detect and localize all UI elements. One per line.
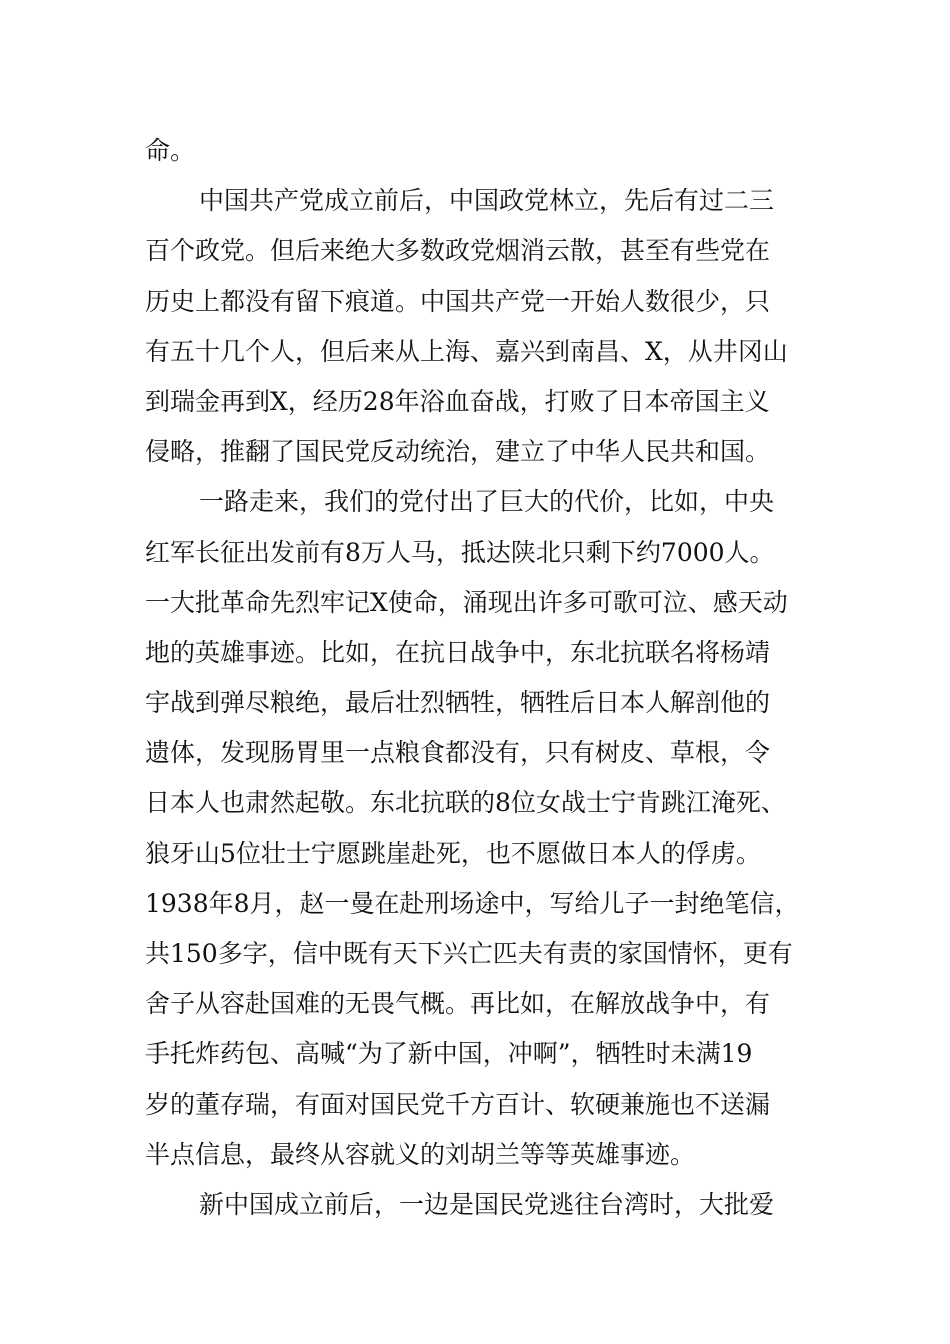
text-line: 遗体，发现肠胃里一点粮食都没有，只有树皮、草根，令: [145, 738, 771, 768]
text-line: 半点信息，最终从容就义的刘胡兰等等英雄事迹。: [145, 1139, 696, 1169]
text-line: 有五十几个人，但后来从上海、嘉兴到南昌、X，从井冈山: [145, 336, 788, 366]
text-line: 舍子从容赴国难的无畏气概。再比如，在解放战争中，有: [145, 989, 771, 1019]
text-line: 侵略，推翻了国民党反动统治，建立了中华人民共和国。: [145, 437, 771, 467]
text-line: 到瑞金再到X，经历28年浴血奋战，打败了日本帝国主义: [145, 386, 770, 416]
text-line: 历史上都没有留下痕道。中国共产党一开始人数很少，只: [145, 286, 771, 316]
paragraph-first-line: 一路走来，我们的党付出了巨大的代价，比如，中央: [199, 487, 775, 517]
text-line: 共150多字，信中既有天下兴亡匹夫有责的家国情怀，更有: [145, 939, 793, 968]
text-line: 百个政党。但后来绝大多数政党烟消云散，甚至有些党在: [145, 236, 771, 266]
text-line: 手托炸药包、高喊“为了新中国，冲啊”，牺牲时未满19: [145, 1039, 753, 1069]
text-line: 日本人也肃然起敬。东北抗联的8位女战士宁肯跳江淹死、: [145, 788, 786, 818]
text-line: 地的英雄事迹。比如，在抗日战争中，东北抗联名将杨靖: [145, 637, 771, 667]
text-line: 狼牙山5位壮士宁愿跳崖赴死，也不愿做日本人的俘虏。: [145, 838, 761, 868]
paragraph-first-line: 新中国成立前后，一边是国民党逃往台湾时，大批爱: [199, 1189, 775, 1219]
text-line: 宇战到弹尽粮绝，最后壮烈牺牲，牺牲后日本人解剖他的: [145, 688, 771, 718]
text-line: 岁的董存瑞，有面对国民党千方百计、软硬兼施也不送漏: [145, 1089, 771, 1119]
text-line: 命。: [145, 136, 196, 165]
text-line: 红军长征出发前有8万人马，抵达陕北只剩下约7000人。: [145, 537, 775, 567]
body-text: [145, 126, 815, 1230]
text-line: 一大批革命先烈牢记X使命，涌现出许多可歌可泣、感天动: [145, 587, 788, 617]
text-line: 1938年8月，赵一曼在赴刑场途中，写给儿子一封绝笔信，: [145, 888, 800, 918]
paragraph-first-line: 中国共产党成立前后，中国政党林立，先后有过二三: [199, 186, 775, 216]
